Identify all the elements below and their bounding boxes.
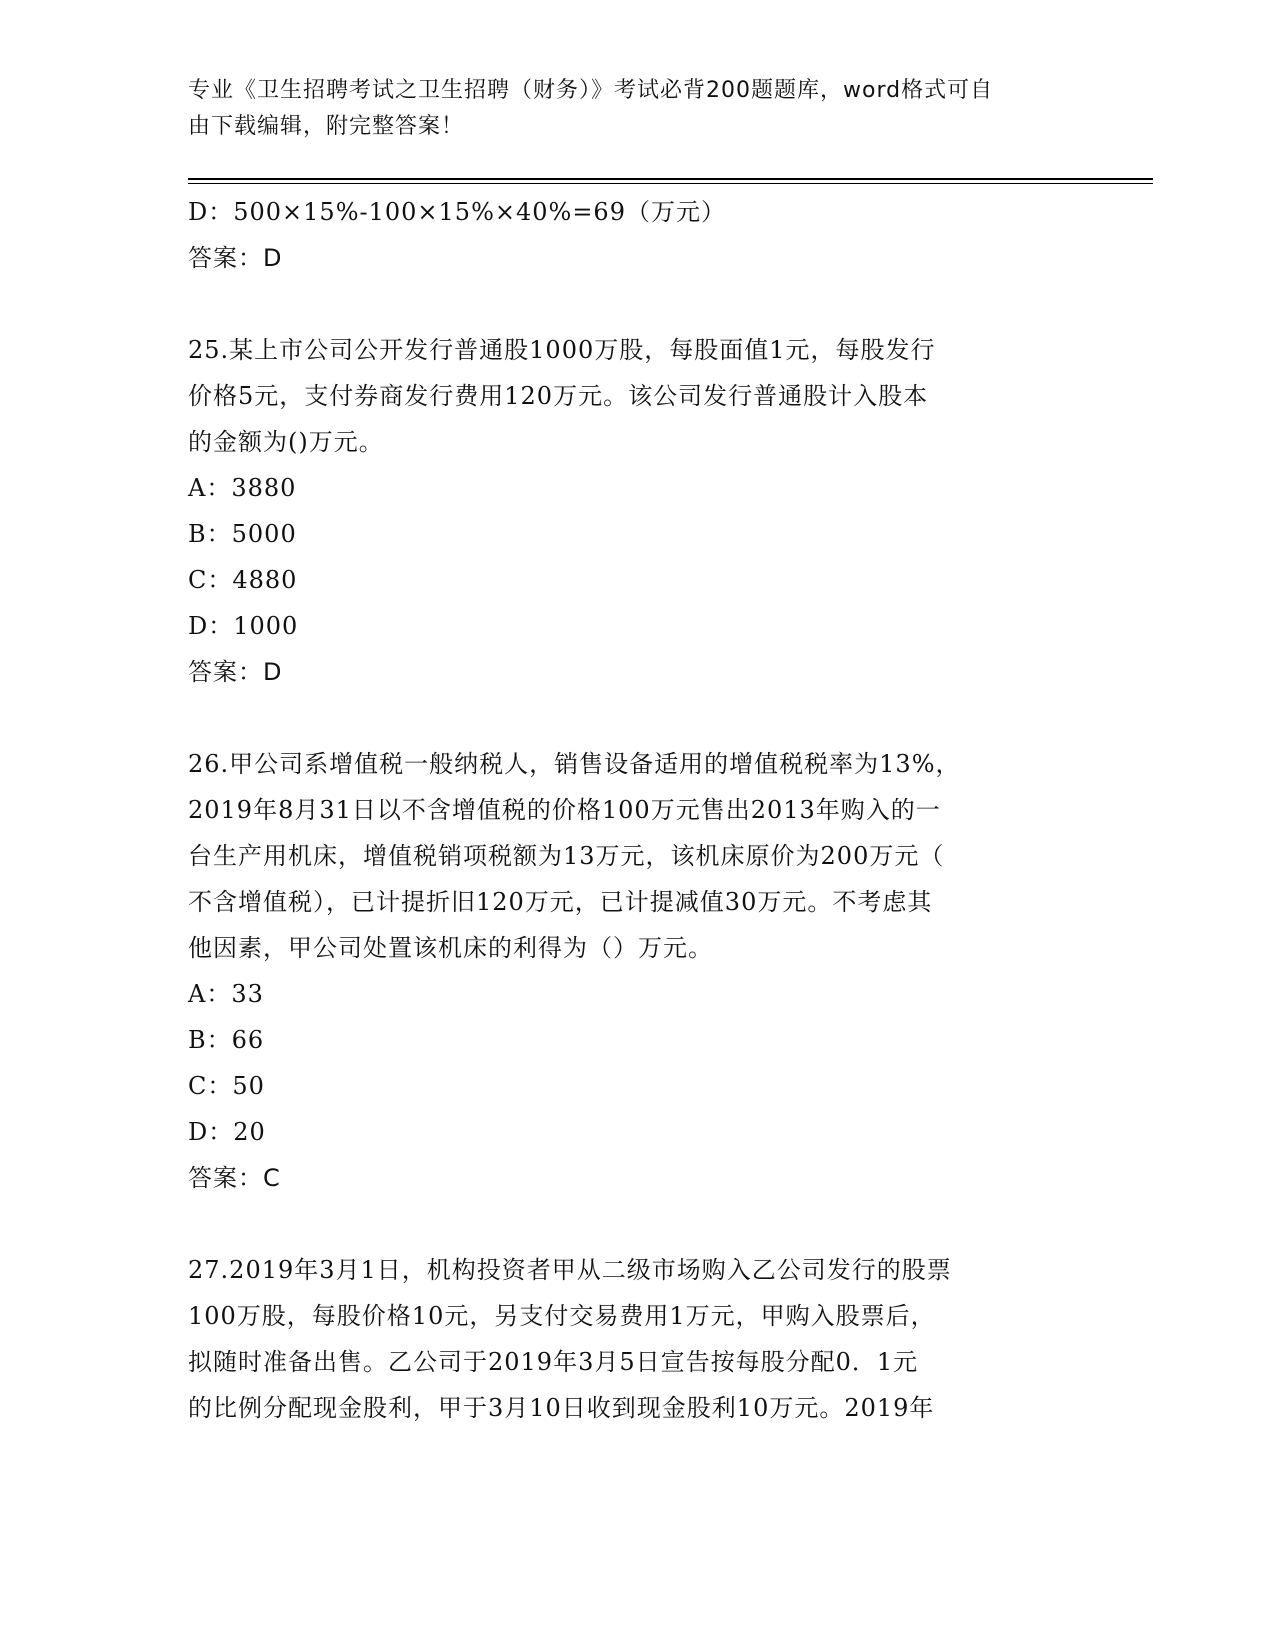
question-27-line-2: 100万股，每股价格10元，另支付交易费用1万元，甲购入股票后， bbox=[188, 1302, 936, 1330]
question-25-option-c: C：4880 bbox=[188, 566, 298, 594]
question-26-line-5: 他因素，甲公司处置该机床的利得为（）万元。 bbox=[188, 934, 713, 962]
spacer bbox=[188, 281, 1088, 327]
header-line-1: 专业《卫生招聘考试之卫生招聘（财务）》考试必背200题题库，word格式可自 bbox=[188, 78, 994, 103]
question-25-option-d: D：1000 bbox=[188, 612, 299, 640]
question-26-option-c: C：50 bbox=[188, 1072, 265, 1100]
question-27-line-3: 拟随时准备出售。乙公司于2019年3月5日宣告按每股分配0．1元 bbox=[188, 1348, 919, 1376]
question-25 bbox=[188, 327, 1088, 695]
question-26-line-4: 不含增值税），已计提折旧120万元，已计提减值30万元。不考虑其 bbox=[188, 888, 933, 916]
document-header bbox=[188, 73, 1068, 145]
question-26-line-3: 台生产用机床，增值税销项税额为13万元，该机床原价为200万元（ bbox=[188, 842, 945, 870]
question-26-option-a: A：33 bbox=[188, 980, 264, 1008]
question-26-line-2: 2019年8月31日以不含增值税的价格100万元售出2013年购入的一 bbox=[188, 796, 941, 824]
question-25-line-1: 25.某上市公司公开发行普通股1000万股，每股面值1元，每股发行 bbox=[188, 336, 936, 364]
question-25-option-a: A：3880 bbox=[188, 474, 297, 502]
prev-answer: 答案：D bbox=[188, 244, 283, 272]
header-divider-thin bbox=[188, 183, 1153, 184]
question-25-line-2: 价格5元，支付券商发行费用120万元。该公司发行普通股计入股本 bbox=[188, 382, 929, 410]
question-26-option-d: D：20 bbox=[188, 1118, 266, 1146]
question-27-line-1: 27.2019年3月1日，机构投资者甲从二级市场购入乙公司发行的股票 bbox=[188, 1256, 952, 1284]
question-25-line-3: 的金额为()万元。 bbox=[188, 428, 384, 456]
question-26-answer: 答案：C bbox=[188, 1164, 281, 1192]
spacer bbox=[188, 1201, 1088, 1247]
question-27-line-4: 的比例分配现金股利，甲于3月10日收到现金股利10万元。2019年 bbox=[188, 1394, 935, 1422]
document-body bbox=[188, 189, 1088, 1431]
spacer bbox=[188, 695, 1088, 741]
question-26-line-1: 26.甲公司系增值税一般纳税人，销售设备适用的增值税税率为13%， bbox=[188, 750, 961, 778]
question-25-option-b: B：5000 bbox=[188, 520, 297, 548]
question-27 bbox=[188, 1247, 1088, 1431]
question-26-option-b: B：66 bbox=[188, 1026, 265, 1054]
question-26 bbox=[188, 741, 1088, 1201]
question-25-answer: 答案：D bbox=[188, 658, 283, 686]
prev-option-d: D：500×15%-100×15%×40%=69（万元） bbox=[188, 198, 726, 226]
header-line-2: 由下载编辑，附完整答案！ bbox=[188, 114, 465, 139]
header-divider-thick bbox=[188, 178, 1153, 180]
